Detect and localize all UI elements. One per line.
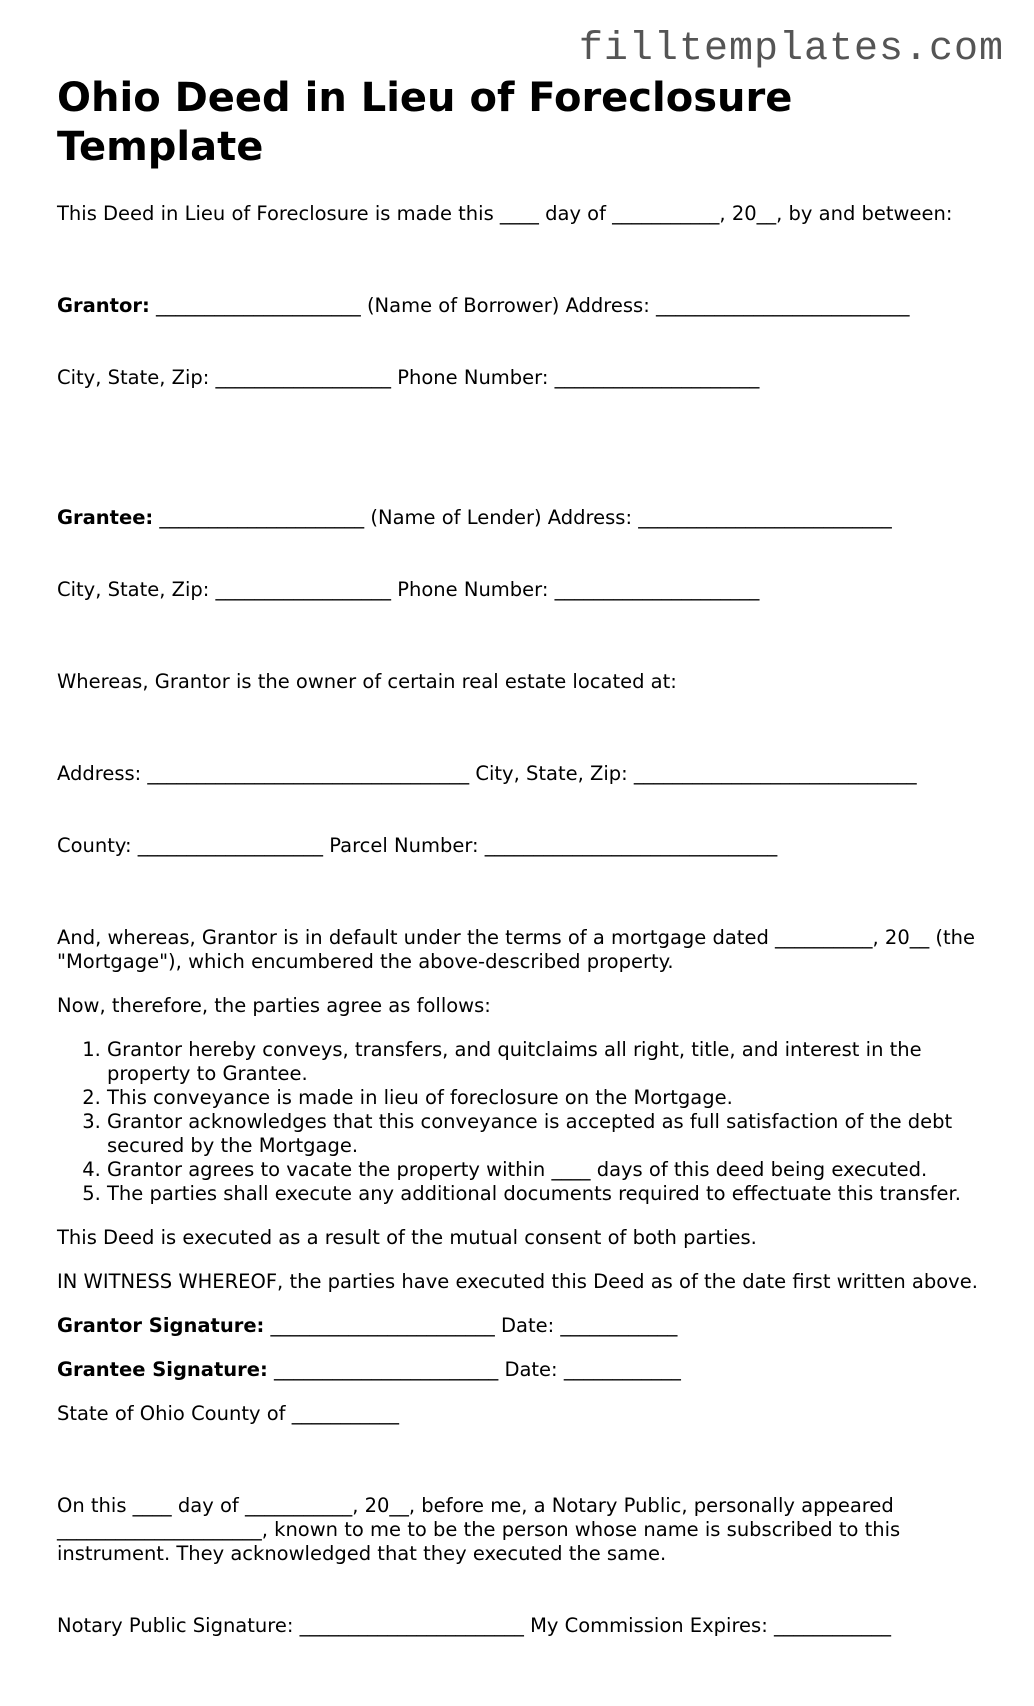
grantee-label: Grantee: bbox=[57, 506, 154, 529]
grantor-signature-fields: _______________________ Date: ____________ bbox=[264, 1314, 678, 1337]
property-address-line: Address: _________________________________ City, State, Zip: _____________________________ bbox=[57, 762, 917, 785]
terms-list bbox=[57, 1038, 987, 1206]
list-item: 5. The parties shall execute any additional documents required to effectuate this transfer. bbox=[107, 1182, 987, 1206]
consent-paragraph: This Deed is executed as a result of the mutual consent of both parties. bbox=[57, 1226, 757, 1249]
watermark: filltemplates.com bbox=[578, 27, 1004, 72]
grantor-line-1: _____________________ (Name of Borrower) Address: __________________________ bbox=[149, 294, 910, 317]
witness-paragraph: IN WITNESS WHEREOF, the parties have executed this Deed as of the date first written above. bbox=[57, 1270, 978, 1293]
list-item: 1. Grantor hereby conveys, transfers, and quitclaims all right, title, and interest in the property to Grantee. bbox=[107, 1038, 987, 1086]
agree-intro: Now, therefore, the parties agree as follows: bbox=[57, 994, 491, 1017]
whereas-owner-paragraph: Whereas, Grantor is the owner of certain real estate located at: bbox=[57, 670, 677, 693]
grantee-line-1: _____________________ (Name of Lender) Address: __________________________ bbox=[153, 506, 892, 529]
property-county-line: County: ___________________ Parcel Number: ______________________________ bbox=[57, 834, 778, 857]
document-body bbox=[57, 74, 987, 1706]
grantor-line-2: City, State, Zip: __________________ Phone Number: _____________________ bbox=[57, 366, 760, 389]
grantor-block bbox=[57, 246, 987, 438]
grantor-signature-line bbox=[57, 1314, 987, 1338]
grantee-signature-fields: _______________________ Date: ____________ bbox=[267, 1358, 681, 1381]
grantor-label: Grantor: bbox=[57, 294, 150, 317]
property-block bbox=[57, 714, 987, 906]
list-item: 4. Grantor agrees to vacate the property within ____ days of this deed being executed. bbox=[107, 1158, 987, 1182]
page-title: Ohio Deed in Lieu of Foreclosure Template bbox=[57, 75, 793, 170]
list-item: 2. This conveyance is made in lieu of foreclosure on the Mortgage. bbox=[107, 1086, 987, 1110]
notary-block bbox=[57, 1446, 987, 1686]
whereas-default-paragraph: And, whereas, Grantor is in default under the terms of a mortgage dated __________, 20__ (the "Mortgage"), which encumbered the above-described property. bbox=[57, 926, 982, 973]
list-item: 3. Grantor acknowledges that this conveyance is accepted as full satisfaction of the debt secured by the Mortgage. bbox=[107, 1110, 987, 1158]
notary-signature-line: Notary Public Signature: _______________________ My Commission Expires: ____________ bbox=[57, 1614, 891, 1637]
grantor-signature-label: Grantor Signature: bbox=[57, 1314, 265, 1337]
grantee-signature-line bbox=[57, 1358, 987, 1382]
notary-acknowledgment: On this ____ day of ___________, 20__, before me, a Notary Public, personally appeared _____________________, known to me to be the person whose name is subscribed to this instrument. They acknowledged that they executed the same. bbox=[57, 1494, 907, 1565]
grantee-line-2: City, State, Zip: __________________ Phone Number: _____________________ bbox=[57, 578, 760, 601]
intro-paragraph: This Deed in Lieu of Foreclosure is made this ____ day of ___________, 20__, by and between: bbox=[57, 202, 953, 225]
state-county-line: State of Ohio County of ___________ bbox=[57, 1402, 399, 1425]
grantee-block bbox=[57, 458, 987, 650]
grantee-signature-label: Grantee Signature: bbox=[57, 1358, 268, 1381]
